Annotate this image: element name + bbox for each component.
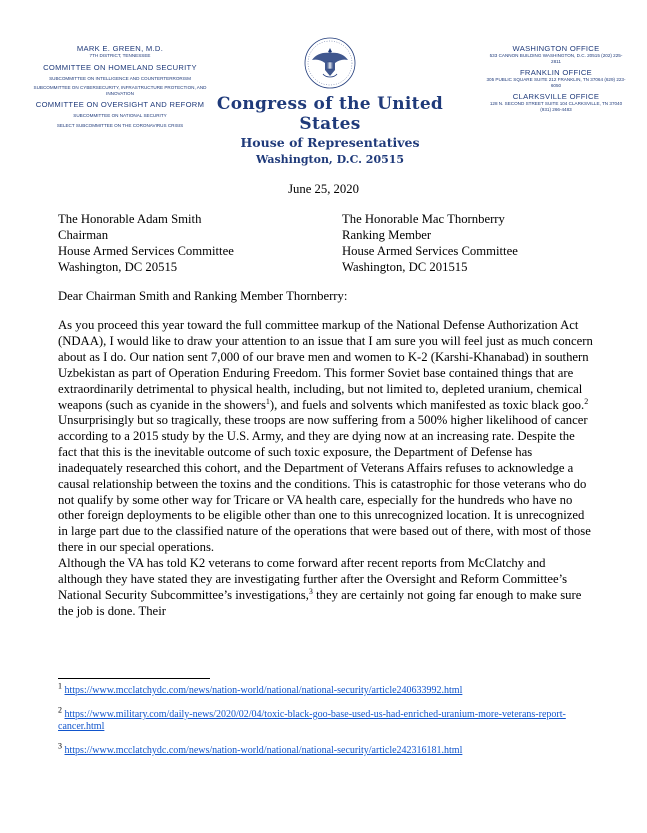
- paragraph-3-text-b: they are certainly not going far enough to make sure the job is done. Their: [58, 587, 582, 618]
- clarksville-office-address: 128 N. SECOND STREET SUITE 104 CLARKSVILLE, TN 37040 (931) 266-4483: [489, 101, 623, 112]
- footnote-3: [58, 741, 598, 757]
- committee-homeland-security: COMMITTEE ON HOMELAND SECURITY: [43, 62, 197, 72]
- paragraph-1-text-a: As you proceed this year toward the full committee markup of the National Defense Authorization Act (NDAA), I would like to draw your attention to an issue that I am sure you will feel just as much concern about as I do. Our nation sent 7,000 of our brave men and women to K-2 (Karshi-Khanabad) in southern Uzbekistan as part of Operation Enduring Freedom. This former Soviet base contained things that are extraordinarily detrimental to physical health, including, but not limited to, depleted uranium, chemical weapons (such as cyanide in the showers: [58, 318, 593, 412]
- recipient-address-left: [58, 212, 328, 276]
- letterhead-left: [30, 44, 210, 129]
- subcommittee-cybersecurity: SUBCOMMITTEE ON CYBERSECURITY, INFRASTRUCTURE PROTECTION, AND INNOVATION: [33, 85, 207, 96]
- house-title: House of Representatives: [240, 135, 420, 150]
- franklin-office-address: 305 PUBLIC SQUARE SUITE 212 FRANKLIN, TN 37064 (629) 223-6050: [486, 77, 626, 88]
- committee-oversight: COMMITTEE ON OVERSIGHT AND REFORM: [35, 100, 205, 110]
- letterhead-center: [200, 36, 460, 166]
- footnote-2-link[interactable]: https://www.military.com/daily-news/2020/02/04/toxic-black-goo-base-used-us-had-enriched-uranium-more-veterans-report-cancer.html: [58, 709, 566, 732]
- footnote-ref-3[interactable]: 3: [308, 586, 313, 596]
- letterhead-right: [486, 44, 626, 113]
- footnote-1-number: 1: [58, 681, 62, 691]
- recipient-right-line: The Honorable Mac Thornberry: [342, 212, 505, 226]
- clarksville-office-title: CLARKSVILLE OFFICE: [512, 92, 600, 102]
- paragraph-1: [58, 318, 593, 413]
- footnote-ref-2[interactable]: 2: [584, 396, 589, 406]
- recipient-left-line: Washington, DC 20515: [58, 259, 178, 274]
- subcommittee-national-security: SUBCOMMITTEE ON NATIONAL SECURITY: [73, 113, 167, 119]
- recipient-right-line: Ranking Member: [342, 227, 432, 242]
- recipient-address-right: [342, 212, 612, 276]
- paragraph-3: [58, 556, 593, 620]
- eagle-seal-icon: [303, 36, 357, 90]
- footnote-3-number: 3: [58, 741, 62, 751]
- subcommittee-coronavirus: SELECT SUBCOMMITTEE ON THE CORONAVIRUS CRISIS: [56, 122, 184, 128]
- footnote-ref-1[interactable]: 1: [265, 396, 270, 406]
- paragraph-2: Unsurprisingly but so tragically, these troops are now suffering from a 500% higher likelihood of cancer according to a 2015 study by the U.S. Army, and they are dying now at an increasing rate. Despite the fact that this is the inevitable outcome of such toxic exposure, the Department of Defense has inadequately researched this cohort, and the Department of Veterans Affairs refuses to acknowledge a causal relationship between the toxins and the conditions. This is catastrophic for those veterans who do not qualify by some other way for Tricare or VA health care, especially for the hundreds who have no other foreign deployments to be eligible other than one to this unrecognized location. It is unrecognized in large part due to the classified nature of the operations that were based out of there, with most of those there in our special operations.: [58, 413, 591, 555]
- recipient-left-line: The Honorable Adam Smith: [58, 212, 202, 226]
- letterhead-city: Washington, D.C. 20515: [255, 153, 405, 166]
- franklin-office-title: FRANKLIN OFFICE: [519, 68, 592, 78]
- paragraph-1-text-b: ), and fuels and solvents which manifested as toxic black goo.: [269, 397, 585, 412]
- subcommittee-intelligence: SUBCOMMITTEE ON INTELLIGENCE AND COUNTERTERRORISM: [49, 75, 191, 81]
- recipient-left-line: House Armed Services Committee: [58, 243, 234, 258]
- member-name: MARK E. GREEN, M.D.: [76, 44, 164, 53]
- footnote-1-link[interactable]: https://www.mcclatchydc.com/news/nation-world/national/national-security/article240633992.html: [64, 685, 463, 696]
- paragraph-3-text-a: Although the VA has told K2 veterans to come forward after recent reports from McClatchy and although they have stated they are investigating further after the Oversight and Reform Committee’s National Security Subcommittee’s investigations,: [58, 556, 568, 602]
- recipient-right-line: Washington, DC 201515: [342, 259, 468, 274]
- footnote-1: [58, 681, 598, 697]
- footnote-divider: [58, 678, 210, 679]
- recipient-left-line: Chairman: [58, 227, 109, 242]
- member-district: 7TH DISTRICT, TENNESSEE: [89, 53, 151, 58]
- washington-office-title: WASHINGTON OFFICE: [512, 44, 600, 53]
- salutation: Dear Chairman Smith and Ranking Member Thornberry:: [58, 289, 348, 303]
- letter-date: June 25, 2020: [288, 182, 359, 196]
- footnote-3-link[interactable]: https://www.mcclatchydc.com/news/nation-world/national/national-security/article242316181.html: [64, 745, 463, 756]
- footnote-2-number: 2: [58, 705, 62, 715]
- recipient-right-line: House Armed Services Committee: [342, 243, 518, 258]
- congress-title: Congress of the United States: [216, 94, 444, 134]
- footnote-2: [58, 705, 598, 733]
- washington-office-address: 533 CANNON BUILDING WASHINGTON, D.C. 20515 (202) 225-2811: [489, 53, 623, 64]
